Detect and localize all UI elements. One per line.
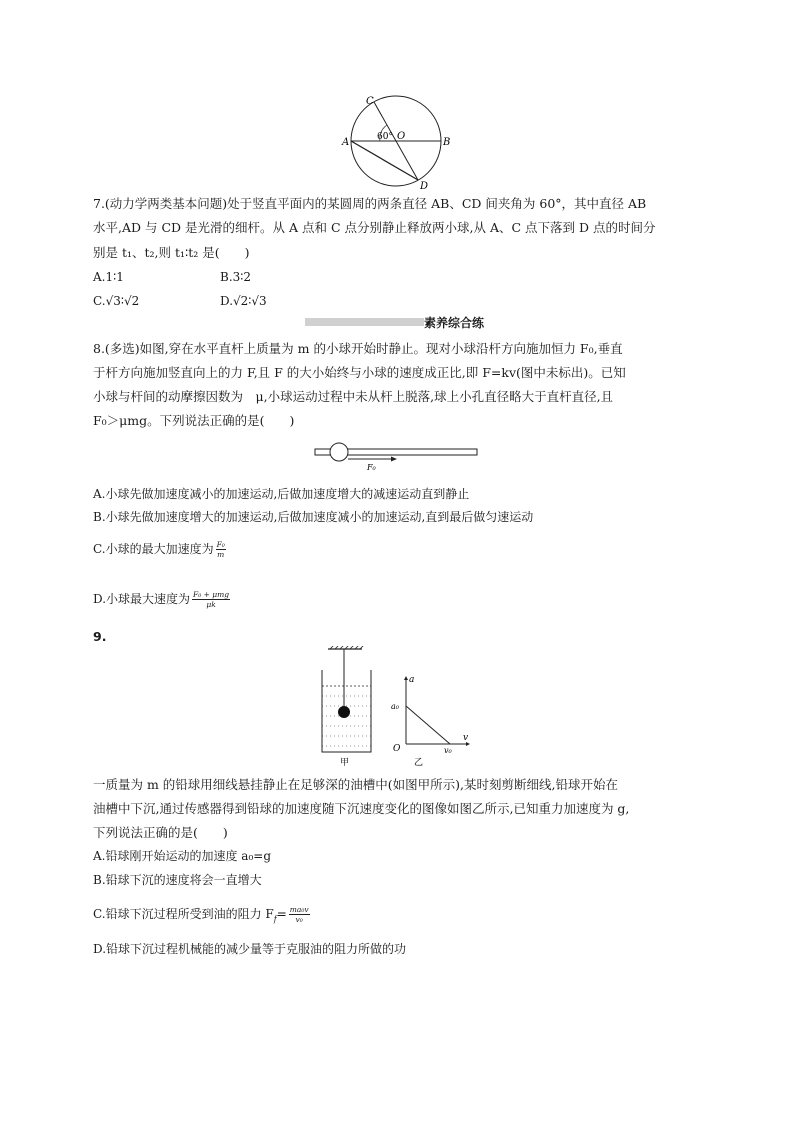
q8-option-b: B.小球先做加速度增大的加速运动,后做加速度减小的加速运动,直到最后做匀速运动 [93,510,534,524]
q8-option-c-fraction [216,540,226,559]
q9-option-a: A.铅球刚开始运动的加速度 a₀=g [93,849,271,863]
label-c: C [366,96,374,107]
q8-line3: 小球与杆间的动摩擦因数为 μ,小球运动过程中未从杆上脱落,球上小孔直径略大于直杆直径,且 [93,389,614,404]
axis-a-label: a [409,675,415,685]
q9-option-c-fraction [289,905,310,924]
q8-option-d-denominator: μk [206,600,216,609]
fig-yi-label: 乙 [414,758,424,768]
label-a: A [342,137,350,148]
q8-line1: 8.(多选)如图,穿在水平直杆上质量为 m 的小球开始时静止。现对小球沿杆方向施加恒力 F₀,垂直 [93,341,623,356]
fig-jia-label: 甲 [340,758,350,768]
q9-line2: 油槽中下沉,通过传感器得到铅球的加速度随下沉速度变化的图像如图乙所示,已知重力加速度为 g, [93,801,630,816]
label-b: B [443,137,451,148]
circle-diagram [340,92,452,192]
q8-line4: F₀＞μmg。下列说法正确的是( ) [93,413,295,428]
q9-option-c-text: C.铅球下沉过程所受到油的阻力 F [93,907,274,921]
q8-option-c [93,540,226,559]
q9-line1: 一质量为 m 的铅球用细线悬挂静止在足够深的油槽中(如图甲所示),某时刻剪断细线,铅球开始在 [93,777,619,792]
q8-line2: 于杆方向施加竖直向上的力 F,且 F 的大小始终与小球的速度成正比,即 F=kv(图中未标出)。已知 [93,365,626,380]
q8-option-d [93,590,230,609]
q8-option-c-numerator: F₀ [216,540,225,549]
q9-option-c [93,905,310,927]
section-title: 素养综合练 [424,316,485,330]
v0-label: v₀ [444,746,452,755]
section-banner-bar [305,318,424,326]
acceleration-velocity-graph [388,672,476,770]
q7-line2: 水平,AD 与 CD 是光滑的细杆。从 A 点和 C 点分别静止释放两小球,从 A、C 点下落到 D 点的时间分 [93,220,656,235]
q7-option-c: C.√3∶√2 [93,294,140,308]
q7-line3: 别是 t₁、t₂,则 t₁∶t₂ 是( ) [93,245,250,260]
label-o: O [397,131,406,142]
q9-option-c-subscript: f [273,914,277,924]
q9-option-d: D.铅球下沉过程机械能的减少量等于克服油的阻力所做的功 [93,942,407,956]
q8-option-d-fraction [192,590,230,609]
axis-v-label: v [463,733,469,743]
origin-label: O [393,744,401,754]
q7-option-b: B.3∶2 [220,270,252,284]
q7-line1: 7.(动力学两类基本问题)处于竖直平面内的某圆周的两条直径 AB、CD 间夹角为 60°，其中直径 AB [93,196,647,211]
q8-option-c-text: C.小球的最大加速度为 [93,542,214,556]
q9-option-c-numerator: ma₀v [289,905,309,914]
q7-option-d: D.√2∶√3 [220,294,267,308]
q9-option-b: B.铅球下沉的速度将会一直增大 [93,873,262,887]
oil-tank-diagram [318,646,378,768]
q8-option-d-text: D.小球最大速度为 [93,592,191,606]
q8-option-d-numerator: F₀ + μmg [193,590,230,599]
q9-option-c-equals: = [276,907,287,921]
force-label: F₀ [367,463,376,472]
a0-label: a₀ [391,702,399,711]
q8-option-a: A.小球先做加速度减小的加速运动,后做加速度增大的减速运动直到静止 [93,487,470,501]
label-angle: 60° [377,132,393,142]
rod-ball-diagram [313,440,481,472]
label-d: D [420,181,429,192]
q7-option-a: A.1∶1 [93,270,124,284]
q9-line3: 下列说法正确的是( ) [93,825,228,840]
q9-number: 9. [93,629,107,644]
q9-option-c-denominator: v₀ [295,915,303,924]
q8-option-c-denominator: m [217,550,225,559]
